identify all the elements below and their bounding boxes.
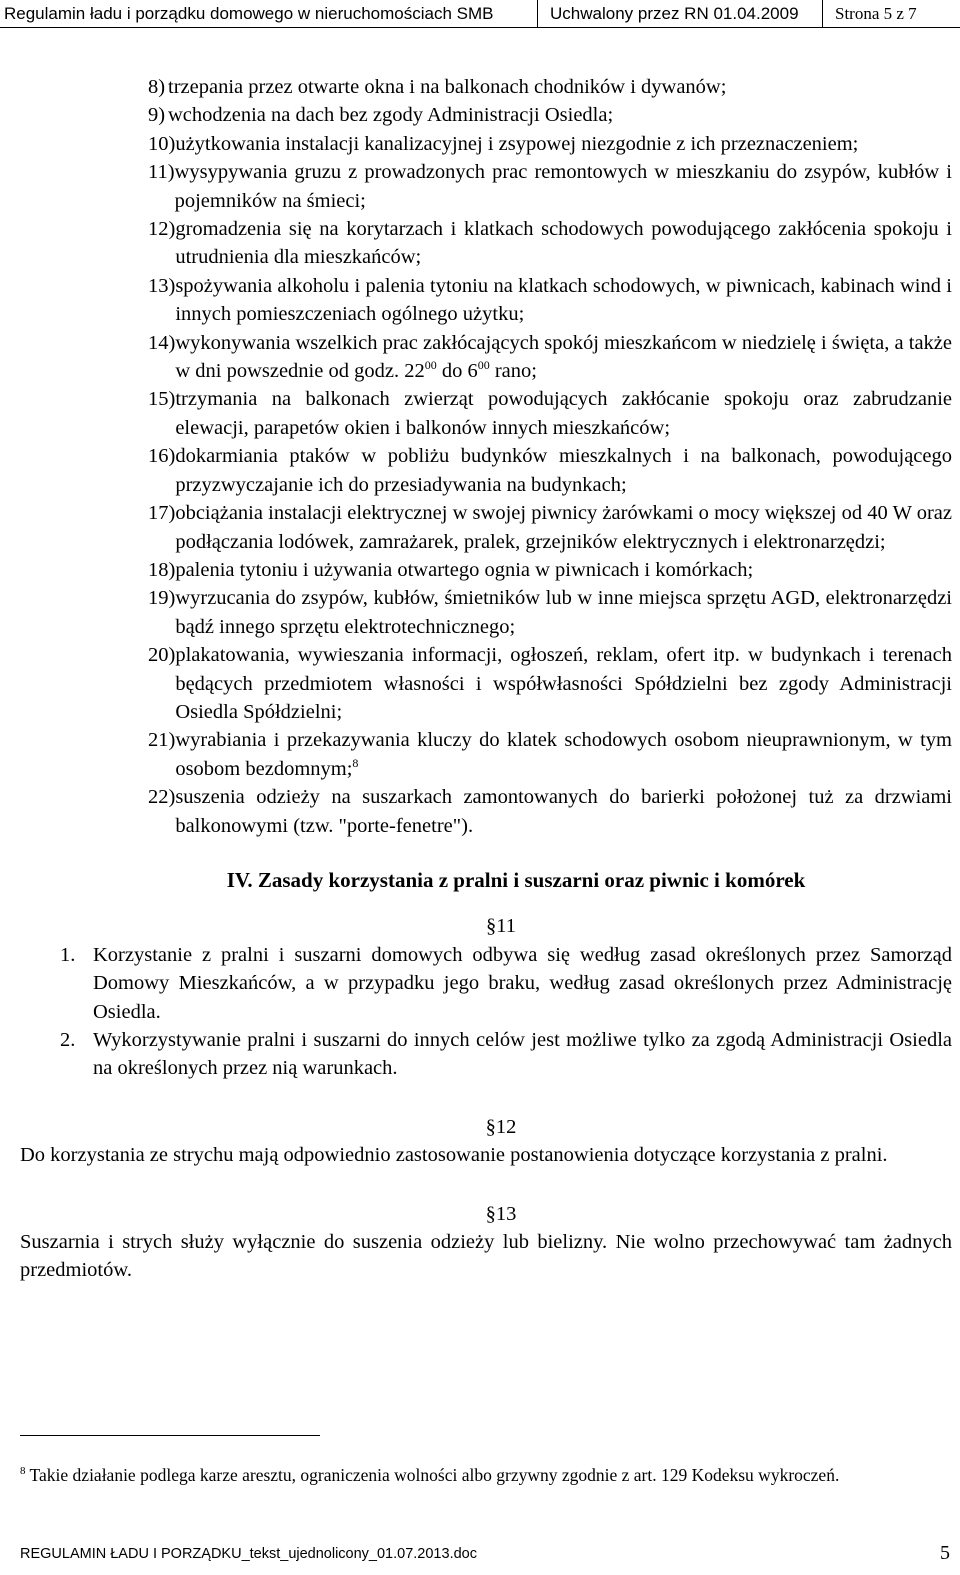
list-item <box>20 499 952 556</box>
item-text: wykonywania wszelkich prac zakłócających spokój mieszkańcom w niedzielę i święta, a także w dni powszednie od godz. $22^{00}$ do $6^{00}$ rano; <box>175 331 952 383</box>
footer-page-number: 5 <box>940 1542 950 1564</box>
item-number: 10) <box>148 132 176 155</box>
item-number: 13) <box>148 274 176 297</box>
footnote <box>20 1462 900 1489</box>
item-text: plakatowania, wywieszania informacji, ogłoszeń, reklam, ofert itp. w budynkach i terenach będących przedmiotem własności i współwłasności Spółdzielni bez zgody Administracji Osiedla Spółdzielni; <box>175 644 952 723</box>
item-number: 18) <box>148 558 176 581</box>
list-item <box>20 385 952 442</box>
paragraph-mark: §11 <box>486 915 516 938</box>
item-number: 22) <box>148 786 176 809</box>
document-body <box>20 73 952 1285</box>
item-text: Korzystanie z pralni i suszarni domowych odbywa się według zasad określonych przez Samorząd Domowy Mieszkańców, a w przypadku jego braku, według zasad określonych przez Administrację Osiedla. <box>93 943 952 1023</box>
numbered-item <box>20 1026 952 1083</box>
paragraph-text: Do korzystania ze strychu mają odpowiednio zastosowanie postanowienia dotyczące korzystania z pralni. <box>20 1144 888 1167</box>
footnote-number: 8 <box>20 1465 26 1478</box>
paragraph-mark: §12 <box>485 1115 517 1138</box>
item-text: wyrabiania i przekazywania kluczy do klatek schodowych osobom nieuprawnionym, w tym osobom bezdomnym;$^8$ <box>175 729 952 780</box>
list-item <box>20 783 952 840</box>
header-approval: Uchwalony przez RN 01.04.2009 <box>538 0 823 27</box>
paragraph-mark: §13 <box>485 1202 517 1225</box>
list-item <box>20 329 952 386</box>
item-number: 15) <box>148 388 176 411</box>
list-item <box>20 130 952 158</box>
numbered-item <box>20 941 952 1026</box>
item-text: palenia tytoniu i używania otwartego ognia w piwnicach i komórkach; <box>175 558 754 581</box>
item-text: dokarmiania ptaków w pobliżu budynków mieszkalnych i na balkonach, powodującego przyzwyczajanie ich do przesiadywania na budynkach; <box>175 445 952 496</box>
item-number: 11) <box>148 161 175 184</box>
item-number: 20) <box>148 644 176 667</box>
item-number: 9) <box>148 104 166 127</box>
page-header <box>0 0 960 28</box>
header-title: Regulamin ładu i porządku domowego w nieruchomościach SMB <box>0 0 538 27</box>
item-text: gromadzenia się na korytarzach i klatkach schodowych powodującego zakłócenia spokoju i utrudnienia dla mieszkańców; <box>175 218 952 269</box>
item-number: 8) <box>148 76 166 98</box>
list-item <box>20 73 952 101</box>
list-item <box>20 442 952 499</box>
item-text: Wykorzystywanie pralni i suszarni do innych celów jest możliwe tylko za zgodą Administracji Osiedla na określonych przez nią warunkach. <box>93 1029 952 1080</box>
item-number: 19) <box>148 587 176 610</box>
footnote-separator <box>20 1435 320 1436</box>
list-item <box>20 726 952 783</box>
list-item <box>20 584 952 641</box>
header-page: Strona 5 z 7 <box>835 4 917 23</box>
list-item <box>20 101 952 129</box>
item-number: 12) <box>148 218 176 241</box>
paragraph-text: Suszarnia i strych służy wyłącznie do suszenia odzieży lub bielizny. Nie wolno przechowywać tam żadnych przedmiotów. <box>20 1231 952 1282</box>
item-text: wchodzenia na dach bez zgody Administracji Osiedla; <box>168 104 614 127</box>
section-title: IV. Zasady korzystania z pralni i suszarni oraz piwnic i komórek <box>226 867 806 892</box>
list-item <box>20 158 952 215</box>
item-number: 17) <box>148 502 176 525</box>
item-number: 1. <box>60 943 76 966</box>
item-number: 16) <box>148 445 176 468</box>
list-item <box>20 556 952 584</box>
item-text: użytkowania instalacji kanalizacyjnej i zsypowej niezgodnie z ich przeznaczeniem; <box>175 132 859 155</box>
item-text: trzepania przez otwarte okna i na balkonach chodników i dywanów; <box>168 76 727 98</box>
list-item <box>20 272 952 329</box>
item-number: 2. <box>60 1029 76 1051</box>
item-text: wysypywania gruzu z prowadzonych prac remontowych w mieszkaniu do zsypów, kubłów i pojemników na śmieci; <box>174 161 952 212</box>
item-number: 14) <box>148 331 176 354</box>
footer-document-name: REGULAMIN ŁADU I PORZĄDKU_tekst_ujednolicony_01.07.2013.doc <box>20 1546 477 1562</box>
item-text: wyrzucania do zsypów, kubłów, śmietników lub w inne miejsca sprzętu AGD, elektronarzędzi bądź innego sprzętu elektrotechnicznego; <box>175 587 952 638</box>
item-text: suszenia odzieży na suszarkach zamontowanych do barierki położonej tuż za drzwiami balkonowymi (tzw. "porte-fenetre"). <box>175 786 952 837</box>
item-number: 21) <box>148 729 176 752</box>
item-text: obciążania instalacji elektrycznej w swojej piwnicy żarówkami o mocy większej od 40 W oraz podłączania lodówek, zamrażarek, pralek, grzejników elektrycznych i elektronarzędzi; <box>175 502 952 553</box>
item-text: trzymania na balkonach zwierząt powodujących zakłócanie spokoju oraz zabrudzanie elewacji, parapetów okien i balkonów innych mieszkańców; <box>175 388 952 439</box>
item-text: spożywania alkoholu i palenia tytoniu na klatkach schodowych, w piwnicach, kabinach wind i innych pomieszczeniach ogólnego użytku; <box>175 274 952 326</box>
footnote-text: Takie działanie podlega karze aresztu, ograniczenia wolności albo grzywny zgodnie z art. 129 Kodeksu wykroczeń. <box>25 1465 840 1485</box>
list-item <box>20 641 952 726</box>
footnote-ref[interactable]: 8 <box>352 755 359 770</box>
list-item <box>20 215 952 272</box>
